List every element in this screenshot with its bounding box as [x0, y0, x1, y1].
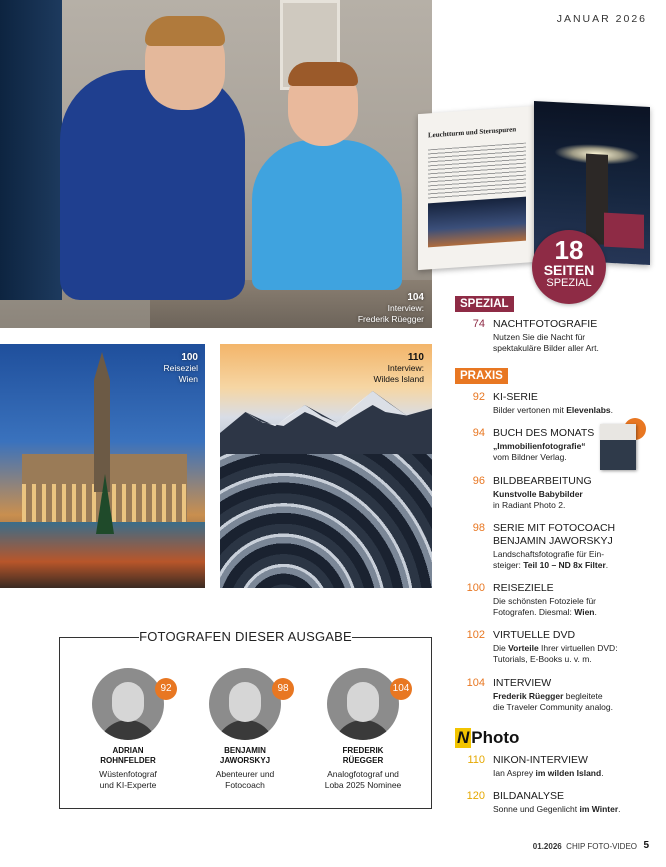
toc-desc-end: Ihrer virtuellen DVD: — [538, 643, 618, 653]
toc-desc: die Traveler Community analog. — [493, 702, 614, 712]
photographer-first-name: FREDERIK — [342, 746, 384, 755]
avatar-shoulders — [215, 720, 275, 740]
footer-publication: CHIP FOTO-VIDEO — [566, 842, 637, 851]
photographer-card[interactable] — [190, 668, 300, 791]
toc-title: NACHTFOTOGRAFIE — [493, 318, 598, 330]
magazine-text-lines — [428, 143, 526, 200]
photographers-title: FOTOGRAFEN DIESER AUSGABE — [139, 629, 352, 644]
photographer-desc-line2: Loba 2025 Nominee — [324, 780, 402, 790]
avatar — [209, 668, 281, 740]
toc-page: 96 — [472, 475, 485, 487]
nphoto-logo-n: N — [457, 728, 470, 747]
hero-photo — [0, 0, 432, 328]
toc-title: BUCH DES MONATS — [493, 427, 595, 439]
photographer-desc-line1: Wüstenfotograf — [99, 769, 157, 779]
toc-desc — [493, 560, 663, 571]
photographer-last-name: ROHNFELDER — [100, 756, 156, 765]
toc-title: SERIE MIT FOTOCOACH — [493, 522, 616, 534]
toc-page: 98 — [472, 522, 485, 534]
hero-caption-line1: Interview: — [387, 303, 424, 313]
wien-photo — [0, 344, 205, 588]
magazine-night-photo — [428, 197, 526, 248]
hero-caption-page: 104 — [407, 292, 424, 303]
toc-desc-end: . — [605, 560, 609, 570]
photographer-last-name: RÜEGGER — [342, 756, 384, 765]
toc-desc — [493, 768, 663, 779]
magazine-headline: Leuchtturm und Sternspuren — [428, 125, 517, 140]
toc-desc-text: Bilder vertonen mit — [493, 405, 567, 415]
pages-badge — [532, 230, 606, 304]
toc-desc — [493, 489, 663, 500]
toc-desc — [493, 607, 663, 618]
toc-desc-end: begleitete — [563, 691, 603, 701]
island-photo — [220, 344, 432, 588]
boy-right-body — [252, 140, 402, 290]
toc-page: 102 — [466, 629, 485, 641]
photographer-card[interactable] — [308, 668, 418, 791]
toc-page: 120 — [466, 790, 485, 802]
sand-waves — [220, 454, 432, 588]
boy-left-hair — [145, 16, 225, 46]
page-number: 5 — [643, 840, 649, 851]
pages-badge-number: 18 — [554, 235, 584, 265]
pages-badge-line1: SEITEN — [543, 262, 595, 278]
toc-desc-bold: Elevenlabs — [566, 405, 611, 415]
issue-month: JANUAR 2026 — [556, 13, 647, 25]
page-badge: 98 — [272, 678, 294, 700]
toc-title: INTERVIEW — [493, 677, 552, 689]
page-badge: 92 — [155, 678, 177, 700]
pages-badge-line2: SPEZIAL — [546, 277, 592, 289]
footer-date: 01.2026 — [532, 842, 562, 851]
toc-desc — [493, 691, 663, 702]
toc-page: 92 — [472, 391, 485, 403]
island-caption-page: 110 — [407, 352, 424, 363]
toc-desc-end: . — [594, 607, 597, 617]
toc-title: NIKON-INTERVIEW — [493, 754, 588, 766]
toc-desc-text: Die — [493, 643, 509, 653]
toc-desc-text: Ian Asprey — [493, 768, 536, 778]
toc-title: KI-SERIE — [493, 391, 538, 403]
photographer-card[interactable] — [73, 668, 183, 791]
toc-title: BILDANALYSE — [493, 790, 565, 802]
toc-desc-bold: Kunstvolle Babybilder — [493, 489, 583, 499]
page-badge: 104 — [390, 678, 412, 700]
toc-desc — [493, 804, 663, 815]
island-caption — [373, 352, 424, 385]
wien-caption-line1: Reiseziel — [163, 363, 198, 373]
toc-title: VIRTUELLE DVD — [493, 629, 576, 641]
toc-desc-bold: im Winter — [579, 804, 619, 814]
toc-desc-text: Fotografen. Diesmal: — [493, 607, 575, 617]
toc-desc: vom Bildner Verlag. — [493, 452, 567, 462]
photographer-desc — [308, 769, 418, 791]
wien-caption — [164, 352, 199, 385]
toc-page: 104 — [466, 677, 485, 689]
hero-caption-line2: Frederik Rüegger — [357, 314, 424, 324]
section-spezial: SPEZIAL — [455, 296, 514, 312]
toc-page: 94 — [472, 427, 485, 439]
toc-desc-bold: Vorteile — [508, 643, 539, 653]
book-cover — [600, 424, 636, 470]
wien-caption-page: 100 — [181, 352, 198, 363]
avatar-face — [112, 682, 144, 722]
toc-page: 100 — [466, 582, 485, 594]
book-cover-image — [598, 418, 644, 472]
toc-desc-bold: Wien — [574, 607, 595, 617]
city-hall-tower — [94, 352, 110, 492]
toc-desc-bold: im wilden Island — [535, 768, 602, 778]
photographer-first-name: BENJAMIN — [224, 746, 266, 755]
section-praxis: PRAXIS — [455, 368, 508, 384]
toc-desc-end: . — [601, 768, 604, 778]
avatar-face — [229, 682, 261, 722]
toc-title: REISEZIELE — [493, 582, 554, 594]
toc-desc-text: Sonne und Gegenlicht — [493, 804, 580, 814]
magazine-tag — [604, 213, 644, 249]
toc-desc: Nutzen Sie die Nacht für — [493, 332, 586, 342]
toc-desc-end: . — [618, 804, 621, 814]
boy-left-body — [60, 70, 245, 300]
nphoto-logo-text: Photo — [471, 728, 520, 747]
toc-desc: Landschaftsfotografie für Ein- — [493, 549, 605, 559]
photographer-first-name: ADRIAN — [112, 746, 144, 755]
footer — [533, 842, 637, 851]
toc-desc: spektakuläre Bilder aller Art. — [493, 343, 599, 353]
toc-desc-bold: „Immobilienfotografie“ — [493, 441, 586, 451]
avatar-shoulders — [333, 720, 393, 740]
photographer-desc — [190, 769, 300, 791]
toc-title: BILDBEARBEITUNG — [493, 475, 592, 487]
island-caption-line2: Wildes Island — [373, 374, 424, 384]
magazine-left-page — [418, 106, 536, 270]
photographer-last-name: JAWORSKYJ — [219, 756, 271, 765]
photographer-name — [190, 746, 300, 766]
photographer-name — [73, 746, 183, 766]
toc-page: 74 — [472, 318, 485, 330]
photographer-desc-line2: und KI-Experte — [99, 780, 157, 790]
nphoto-logo — [455, 728, 519, 748]
avatar-face — [347, 682, 379, 722]
toc-desc-bold: Teil 10 – ND 8x Filter — [523, 560, 606, 570]
toc-desc — [493, 405, 663, 416]
island-caption-line1: Interview: — [387, 363, 424, 373]
door-shape — [0, 0, 62, 300]
photographer-desc-line1: Analogfotograf und — [327, 769, 399, 779]
toc-desc — [493, 643, 663, 654]
photographer-desc-line2: Fotocoach — [225, 780, 265, 790]
toc-desc-bold: Frederik Rüegger — [493, 691, 564, 701]
avatar — [92, 668, 164, 740]
toc-desc: in Radiant Photo 2. — [493, 500, 566, 510]
photographer-name — [308, 746, 418, 766]
toc-desc: Die schönsten Fotoziele für — [493, 596, 596, 606]
hero-caption — [358, 292, 424, 325]
photographer-desc-line1: Abenteurer und — [215, 769, 275, 779]
wien-caption-line2: Wien — [178, 374, 198, 384]
toc-title-line2: BENJAMIN JAWORSKYJ — [493, 535, 613, 547]
toc-desc: Tutorials, E-Books u. v. m. — [493, 654, 592, 664]
boy-right-hair — [288, 62, 358, 86]
photographer-desc — [73, 769, 183, 791]
toc-desc-end: . — [610, 405, 614, 415]
toc-desc-text: steiger: — [493, 560, 524, 570]
avatar-shoulders — [98, 720, 158, 740]
avatar — [327, 668, 399, 740]
toc-page: 110 — [467, 754, 485, 766]
